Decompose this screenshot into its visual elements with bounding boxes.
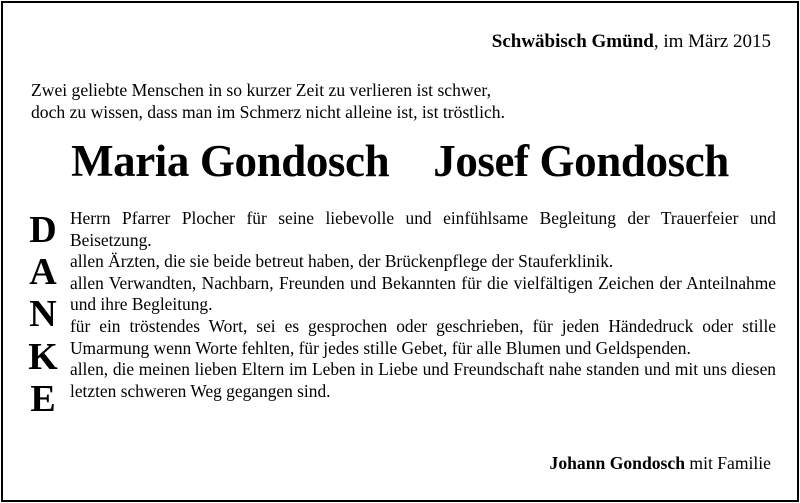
danke-letter: E (30, 377, 56, 420)
thanks-paragraph: für ein tröstendes Wort, sei es gesprochen oder geschrieben, für jeden Händedruck oder stille Umarmung wenn Worte fehlten, für jedes stille Gebet, für alle Blumen und Geldspenden. (70, 315, 776, 358)
danke-letter: N (29, 293, 57, 336)
deceased-name-2: Josef Gondosch (433, 136, 729, 186)
intro-text (31, 79, 505, 123)
thanks-list (70, 208, 776, 402)
signature (550, 453, 771, 474)
thanks-paragraph: allen, die meinen lieben Eltern im Leben in Liebe und Freundschaft nahe standen und mit uns diesen letzten schweren Weg gegangen sind. (70, 359, 776, 401)
signature-name: Johann Gondosch (549, 453, 685, 473)
intro-line-1: Zwei geliebte Menschen in so kurzer Zeit zu verlieren ist schwer, (31, 80, 491, 100)
thanks-paragraph: allen Verwandten, Nachbarn, Freunden und Bekannten für die vielfältigen Zeichen der Anteilnahme und ihre Begleitung. (70, 272, 776, 315)
date: , im März 2015 (653, 31, 771, 52)
intro-line-2: doch zu wissen, dass man im Schmerz nicht alleine ist, ist tröstlich. (31, 102, 505, 122)
place: Schwäbisch Gmünd (491, 31, 654, 52)
deceased-names (3, 133, 797, 189)
danke-letter: D (29, 209, 57, 251)
danke-letter: A (29, 251, 57, 294)
deceased-name-1: Maria Gondosch (71, 136, 390, 186)
danke-vertical (25, 209, 61, 420)
place-date-line (492, 31, 771, 53)
thanks-paragraph: allen Ärzten, die sie beide betreut haben, der Brückenpflege der Stauferklinik. (70, 251, 614, 272)
signature-suffix: mit Familie (684, 453, 771, 473)
thanks-paragraph: Herrn Pfarrer Plocher für seine liebevolle und einfühlsame Begleitung der Trauerfeier und Beisetzung. (70, 208, 776, 250)
danke-letter: K (28, 335, 58, 378)
obituary-card (1, 1, 799, 502)
